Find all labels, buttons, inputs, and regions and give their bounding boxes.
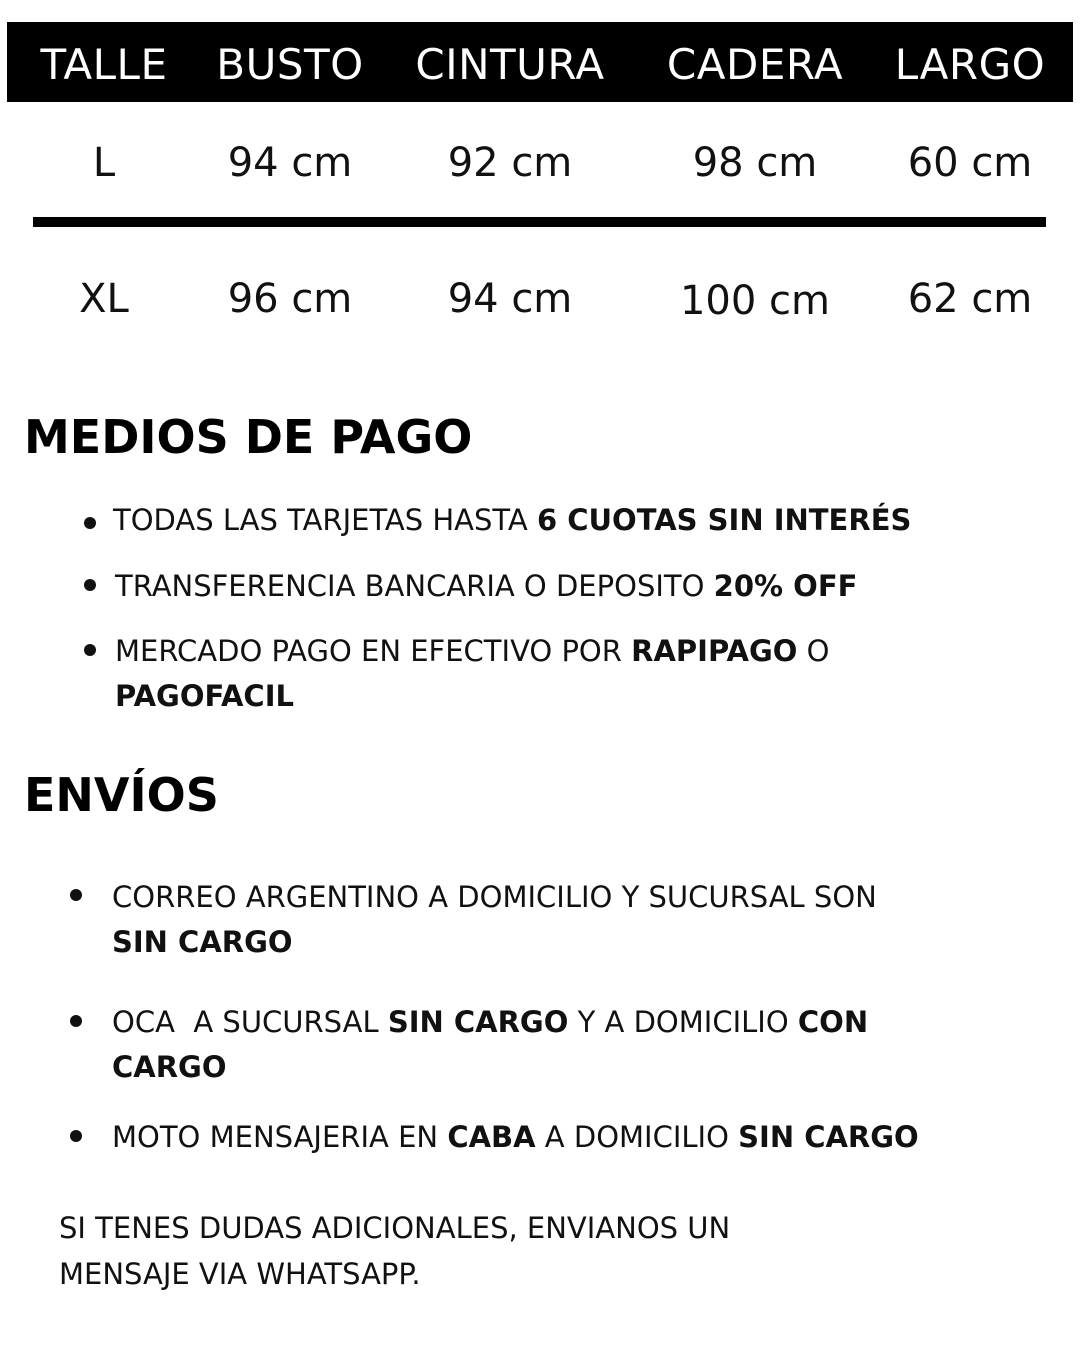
shipping-item-text: Y A DOMICILIO: [568, 1005, 798, 1039]
payment-item-highlight: 6 CUOTAS SIN INTERÉS: [536, 503, 912, 537]
header-busto: BUSTO: [216, 40, 364, 89]
cell-size: L: [92, 140, 116, 186]
cell-size: XL: [79, 276, 129, 322]
header-largo: LARGO: [894, 40, 1046, 89]
bullet-icon: [84, 579, 96, 591]
header-cadera: CADERA: [666, 40, 844, 89]
bullet-icon: [70, 1130, 82, 1142]
payment-item-cash: [115, 629, 829, 719]
payment-item-text: TRANSFERENCIA BANCARIA O DEPOSITO: [115, 569, 714, 603]
cell-largo: 62 cm: [907, 276, 1033, 322]
payment-item-cards: [113, 498, 911, 543]
payment-item-text: MERCADO PAGO EN EFECTIVO POR: [115, 634, 632, 668]
shipping-item-highlight: SIN CARGO: [112, 925, 293, 959]
bullet-icon: [84, 517, 96, 529]
payment-item-highlight: 20% OFF: [713, 569, 858, 603]
bullet-icon: [70, 889, 82, 901]
cell-cadera: 100 cm: [679, 278, 831, 324]
size-table-header: [7, 22, 1073, 102]
shipping-item-highlight: SIN CARGO: [387, 1005, 569, 1039]
payment-item-highlight: PAGOFACIL: [115, 679, 294, 713]
footer-line: SI TENES DUDAS ADICIONALES, ENVIANOS UN: [59, 1211, 731, 1245]
payment-item-text: TODAS LAS TARJETAS HASTA: [113, 503, 537, 537]
shipping-item-highlight: CON: [797, 1005, 869, 1039]
cell-largo: 60 cm: [907, 140, 1033, 186]
cell-cintura: 92 cm: [447, 140, 573, 186]
footer-note: [59, 1205, 730, 1297]
shipping-item-oca: [112, 1000, 868, 1090]
shipping-title: ENVÍOS: [24, 768, 219, 822]
row-divider: [33, 217, 1046, 227]
header-talle: TALLE: [40, 40, 168, 89]
shipping-item-highlight: CABA: [447, 1120, 536, 1154]
bullet-icon: [70, 1015, 82, 1027]
payment-item-transfer: [115, 564, 857, 609]
payment-title: MEDIOS DE PAGO: [24, 410, 473, 464]
shipping-item-text: OCA A SUCURSAL: [112, 1005, 388, 1039]
shipping-item-text: MOTO MENSAJERIA EN: [112, 1120, 448, 1154]
bullet-icon: [84, 644, 96, 656]
payment-item-highlight: RAPIPAGO: [631, 634, 798, 668]
payment-item-text: O: [797, 634, 830, 668]
cell-cintura: 94 cm: [447, 276, 573, 322]
shipping-item-highlight: SIN CARGO: [738, 1120, 919, 1154]
shipping-item-moto: [112, 1115, 919, 1160]
footer-line: MENSAJE VIA WHATSAPP.: [59, 1257, 421, 1291]
cell-cadera: 98 cm: [692, 140, 818, 186]
cell-busto: 96 cm: [227, 276, 353, 322]
shipping-item-text: A DOMICILIO: [535, 1120, 739, 1154]
shipping-item-correo: [112, 875, 877, 965]
cell-busto: 94 cm: [227, 140, 353, 186]
header-cintura: CINTURA: [415, 40, 605, 89]
shipping-item-text: CORREO ARGENTINO A DOMICILIO Y SUCURSAL SON: [112, 880, 877, 914]
shipping-item-highlight: CARGO: [112, 1050, 227, 1084]
